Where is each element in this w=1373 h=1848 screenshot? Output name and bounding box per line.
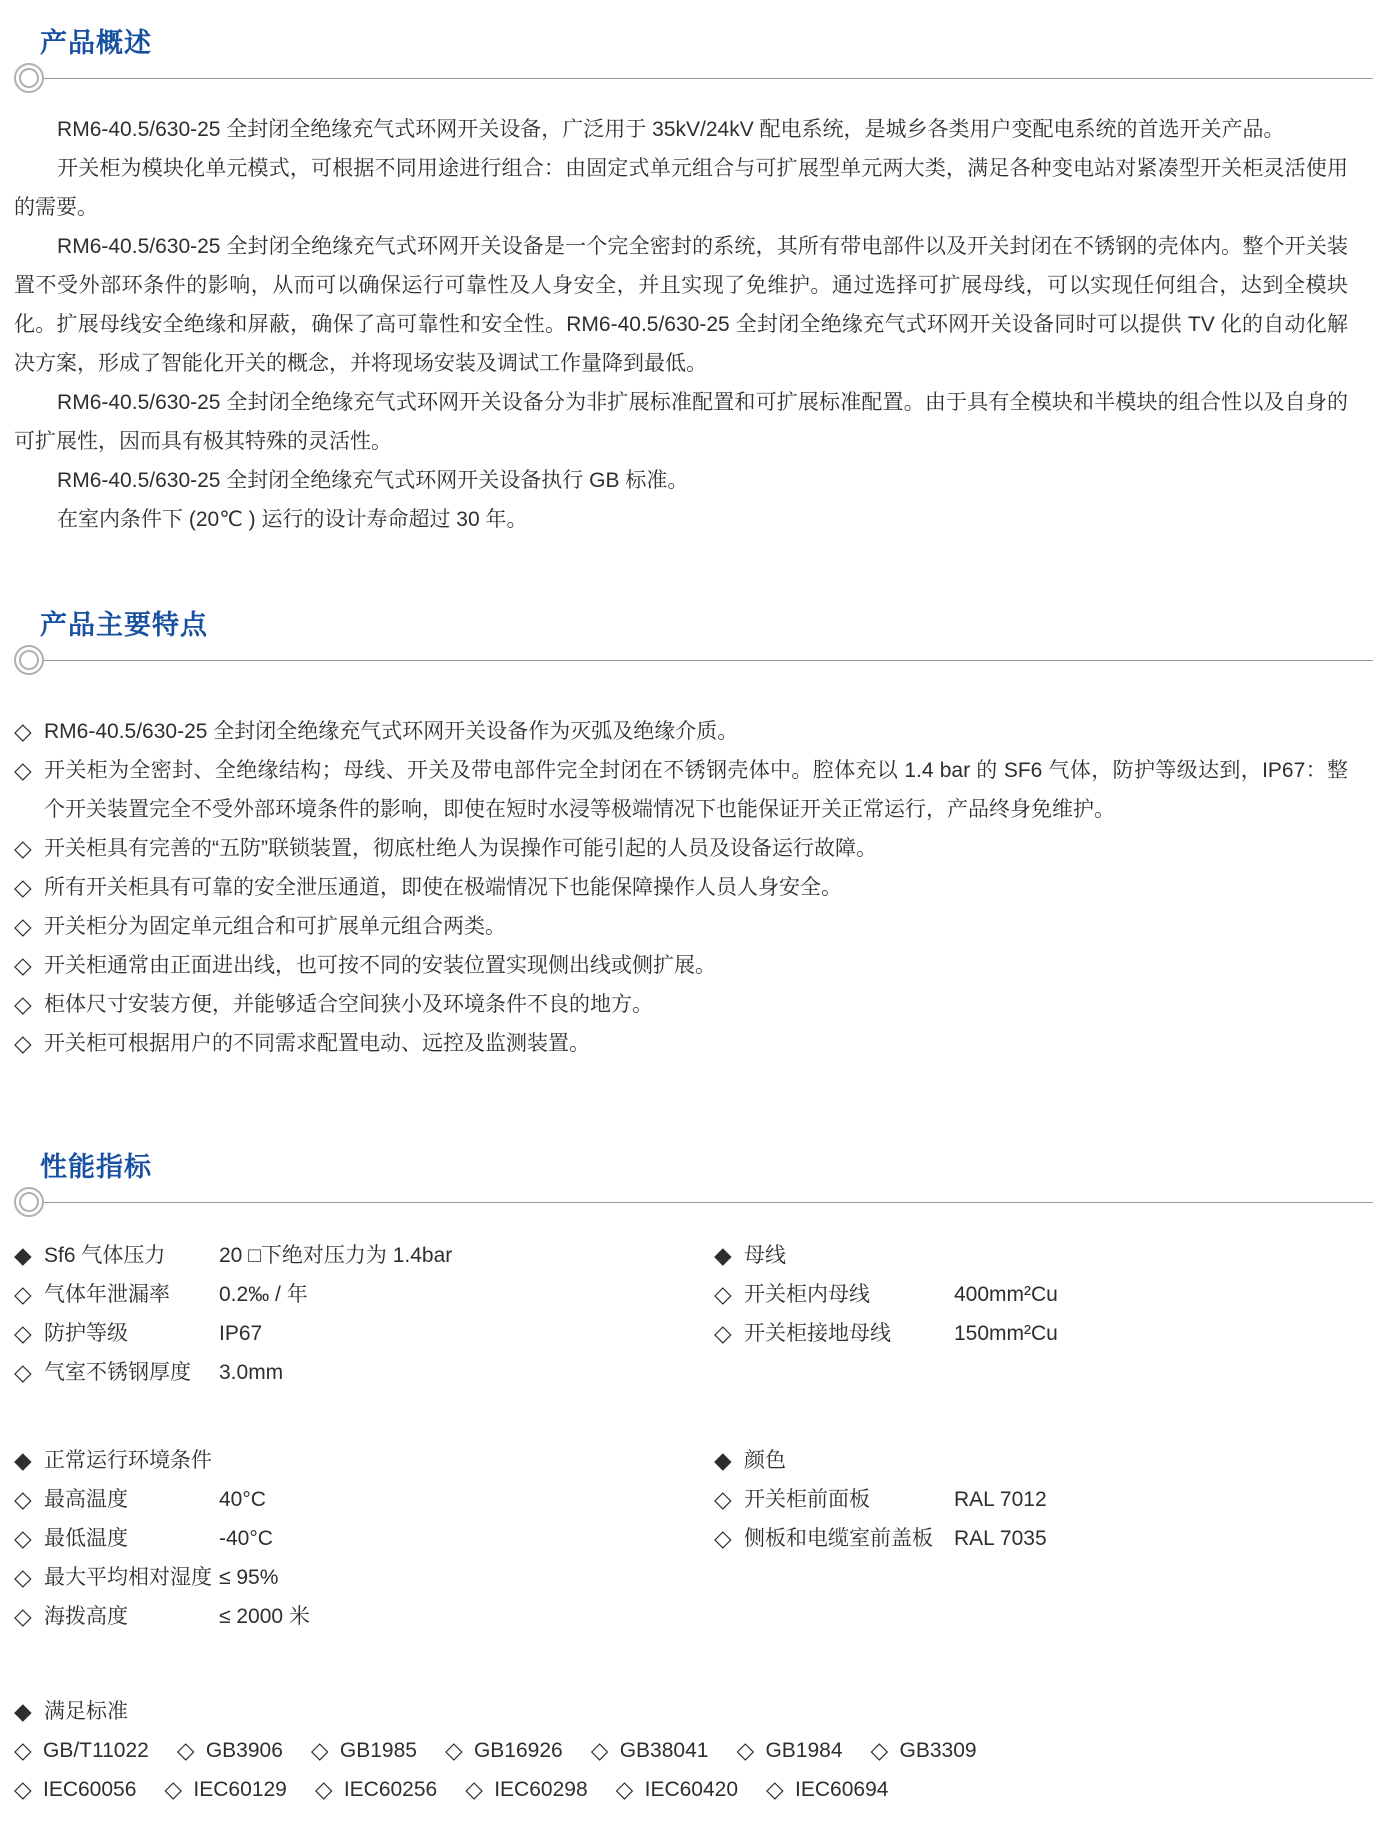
feature-item (14, 829, 1348, 868)
spec-column-right (714, 1236, 1348, 1392)
section-marker-inner-ring (19, 1192, 39, 1212)
hollow-diamond-icon: ◇ (14, 874, 32, 900)
standard-code: IEC60420 (644, 1778, 739, 1801)
standard-item (164, 1770, 286, 1809)
hollow-diamond-icon: ◇ (14, 991, 32, 1017)
spec-value: ≤ 95% (219, 1566, 279, 1589)
spec-value: 400mm²Cu (954, 1283, 1058, 1306)
spec-value: RAL 7035 (954, 1527, 1047, 1550)
standard-item (736, 1731, 842, 1770)
standard-code: GB1985 (339, 1739, 417, 1762)
hollow-diamond-icon: ◇ (714, 1525, 732, 1551)
feature-item (14, 1024, 1348, 1063)
spec-row (14, 1353, 714, 1392)
feature-item (14, 985, 1348, 1024)
section-title-features: 产品主要特点 (40, 610, 208, 640)
section-divider (14, 644, 1373, 676)
hollow-diamond-icon: ◇ (714, 1320, 732, 1346)
hollow-diamond-icon: ◇ (14, 952, 32, 978)
spec-group-heading (714, 1236, 1348, 1275)
spec-row (14, 1275, 714, 1314)
overview-body (14, 110, 1348, 539)
standard-item (14, 1770, 136, 1809)
section-product-overview (0, 26, 1373, 539)
section-title-specs: 性能指标 (40, 1152, 152, 1182)
spec-label: 最大平均相对湿度 (44, 1566, 212, 1589)
section-marker-inner-ring (19, 68, 39, 88)
overview-paragraph: RM6-40.5/630-25 全封闭全绝缘充气式环网开关设备，广泛用于 35kV/24kV 配电系统，是城乡各类用户变配电系统的首选开关产品。 (57, 118, 1285, 141)
spec-label: 海拨高度 (44, 1605, 128, 1628)
spec-row (714, 1275, 1348, 1314)
hollow-diamond-icon: ◇ (736, 1737, 755, 1763)
filled-diamond-icon: ◆ (14, 1242, 32, 1268)
standard-item (177, 1731, 283, 1770)
hollow-diamond-icon: ◇ (14, 835, 32, 861)
hollow-diamond-icon: ◇ (14, 757, 32, 783)
standard-code: GB3309 (899, 1739, 977, 1762)
section-marker-icon (14, 1187, 44, 1217)
hollow-diamond-icon: ◇ (14, 1486, 32, 1512)
divider-line (44, 660, 1373, 661)
standard-code: IEC60129 (193, 1778, 287, 1801)
hollow-diamond-icon: ◇ (314, 1776, 333, 1802)
hollow-diamond-icon: ◇ (14, 1603, 32, 1629)
standards-heading (14, 1692, 1348, 1731)
spec-label: 气室不锈钢厚度 (44, 1361, 191, 1384)
section-divider (14, 1186, 1373, 1218)
feature-item (14, 751, 1348, 829)
hollow-diamond-icon: ◇ (14, 1737, 32, 1763)
hollow-diamond-icon: ◇ (14, 1320, 32, 1346)
spec-value: -40°C (219, 1527, 273, 1550)
hollow-diamond-icon: ◇ (14, 1030, 32, 1056)
spec-label: 开关柜内母线 (744, 1283, 870, 1306)
section-marker-icon (14, 63, 44, 93)
spec-value: 20 □下绝对压力为 1.4bar (219, 1244, 453, 1267)
hollow-diamond-icon: ◇ (14, 1564, 32, 1590)
spec-row (714, 1519, 1348, 1558)
hollow-diamond-icon: ◇ (714, 1281, 732, 1307)
spec-group-heading (714, 1441, 1348, 1480)
overview-paragraph: RM6-40.5/630-25 全封闭全绝缘充气式环网开关设备执行 GB 标准。 (57, 469, 689, 492)
standard-code: GB/T11022 (43, 1739, 149, 1762)
spec-value: ≤ 2000 米 (219, 1605, 310, 1628)
feature-text: 柜体尺寸安装方便，并能够适合空间狭小及环境条件不良的地方。 (44, 993, 653, 1016)
spec-label: 最高温度 (44, 1488, 128, 1511)
spec-value: 0.2‰ / 年 (219, 1283, 308, 1306)
standard-item (465, 1770, 587, 1809)
feature-item (14, 946, 1348, 985)
standard-code: IEC60298 (494, 1778, 588, 1801)
spec-value: 150mm²Cu (954, 1322, 1058, 1345)
hollow-diamond-icon: ◇ (14, 1776, 32, 1802)
spec-row (714, 1314, 1348, 1353)
section-title-overview: 产品概述 (40, 28, 152, 58)
standard-code: GB16926 (473, 1739, 563, 1762)
spec-label: 母线 (744, 1244, 786, 1267)
spec-label: 气体年泄漏率 (44, 1283, 170, 1306)
spec-label: 开关柜接地母线 (744, 1322, 891, 1345)
hollow-diamond-icon: ◇ (14, 1359, 32, 1385)
standard-item (591, 1731, 709, 1770)
hollow-diamond-icon: ◇ (164, 1776, 183, 1802)
section-marker-inner-ring (19, 650, 39, 670)
standard-item (616, 1770, 738, 1809)
standard-code: IEC60056 (43, 1778, 137, 1801)
feature-item (14, 868, 1348, 907)
hollow-diamond-icon: ◇ (714, 1486, 732, 1512)
spec-label: 正常运行环境条件 (44, 1449, 212, 1472)
feature-text: 所有开关柜具有可靠的安全泄压通道，即使在极端情况下也能保障操作人员人身安全。 (44, 876, 842, 899)
standard-code: IEC60694 (795, 1778, 889, 1801)
spec-label: 侧板和电缆室前盖板 (744, 1527, 933, 1550)
spec-row (14, 1480, 714, 1519)
feature-text: 开关柜具有完善的“五防”联锁装置，彻底杜绝人为误操作可能引起的人员及设备运行故障。 (44, 837, 877, 860)
spec-label: 最低温度 (44, 1527, 128, 1550)
feature-item (14, 907, 1348, 946)
section-divider (14, 62, 1373, 94)
hollow-diamond-icon: ◇ (14, 718, 32, 744)
spec-group-heading (14, 1236, 714, 1275)
hollow-diamond-icon: ◇ (14, 1281, 32, 1307)
spec-column-left (14, 1236, 714, 1392)
feature-text: 开关柜分为固定单元组合和可扩展单元组合两类。 (44, 915, 506, 938)
hollow-diamond-icon: ◇ (465, 1776, 483, 1802)
feature-text: 开关柜为全密封、全绝缘结构；母线、开关及带电部件完全封闭在不锈钢壳体中。腔体充以 1.4 bar 的 SF6 气体，防护等级达到，IP67：整个开关装置完全不受外部环境条件的影响，即使在短时水浸等极端情况下也能保证开关正常运行，产品终身免维护。 (44, 759, 1348, 821)
filled-diamond-icon: ◆ (14, 1447, 32, 1473)
standard-item (14, 1731, 149, 1770)
hollow-diamond-icon: ◇ (870, 1737, 889, 1763)
spec-row (14, 1314, 714, 1353)
overview-paragraph: RM6-40.5/630-25 全封闭全绝缘充气式环网开关设备分为非扩展标准配置和可扩展标准配置。由于具有全模块和半模块的组合性以及自身的可扩展性，因而具有极其特殊的灵活性。 (14, 391, 1348, 453)
filled-diamond-icon: ◆ (714, 1447, 732, 1473)
feature-text: 开关柜可根据用户的不同需求配置电动、远控及监测装置。 (44, 1032, 590, 1055)
spec-group-heading (14, 1441, 714, 1480)
hollow-diamond-icon: ◇ (176, 1737, 195, 1763)
overview-paragraph: RM6-40.5/630-25 全封闭全绝缘充气式环网开关设备是一个完全密封的系统，其所有带电部件以及开关封闭在不锈钢的壳体内。整个开关装置不受外部环条件的影响，从而可以确保运行可靠性及人身安全，并且实现了免维护。通过选择可扩展母线，可以实现任何组合，达到全模块化。扩展母线安全绝缘和屏蔽，确保了高可靠性和安全性。RM6-40.5/630-25 全封闭全绝缘充气式环网开关设备同时可以提供 TV 化的自动化解决方案，形成了智能化开关的概念，并将现场安装及调试工作量降到最低。 (14, 235, 1348, 375)
spec-block-gas-busbar (14, 1236, 1348, 1392)
hollow-diamond-icon: ◇ (766, 1776, 784, 1802)
spec-column-left (14, 1441, 714, 1636)
spec-row (714, 1480, 1348, 1519)
spec-block-environment-color (14, 1441, 1348, 1636)
spec-value (954, 1441, 1348, 1480)
standard-code: GB3906 (205, 1739, 283, 1762)
feature-item (14, 712, 1348, 751)
spec-row (14, 1558, 714, 1597)
section-main-features (0, 608, 1373, 1063)
hollow-diamond-icon: ◇ (310, 1737, 329, 1763)
spec-value: RAL 7012 (954, 1488, 1047, 1511)
spec-value: IP67 (219, 1322, 263, 1345)
standard-code: GB1984 (765, 1739, 843, 1762)
hollow-diamond-icon: ◇ (444, 1737, 463, 1763)
standards-row-iec (14, 1770, 1348, 1809)
spec-value (954, 1236, 1348, 1275)
spec-row (14, 1597, 714, 1636)
feature-text: 开关柜通常由正面进出线，也可按不同的安装位置实现侧出线或侧扩展。 (44, 954, 716, 977)
spec-column-right (714, 1441, 1348, 1636)
standard-item (445, 1731, 563, 1770)
filled-diamond-icon: ◆ (714, 1242, 732, 1268)
standard-item (766, 1770, 888, 1809)
standard-item (315, 1770, 437, 1809)
hollow-diamond-icon: ◇ (615, 1776, 634, 1802)
spec-value: 40°C (219, 1488, 266, 1511)
spec-label: 颜色 (744, 1449, 786, 1472)
standard-item (871, 1731, 977, 1770)
standards-row-gb (14, 1731, 1348, 1770)
hollow-diamond-icon: ◇ (590, 1737, 609, 1763)
spec-label: Sf6 气体压力 (44, 1244, 166, 1267)
divider-line (44, 1202, 1373, 1203)
standard-code: IEC60256 (343, 1778, 438, 1801)
section-marker-icon (14, 645, 44, 675)
spec-value: 3.0mm (219, 1361, 284, 1384)
spec-label: 开关柜前面板 (744, 1488, 870, 1511)
standard-code: GB38041 (619, 1739, 709, 1762)
hollow-diamond-icon: ◇ (14, 1525, 32, 1551)
standards-block (14, 1692, 1348, 1809)
spec-value (219, 1441, 714, 1480)
overview-paragraph: 开关柜为模块化单元模式，可根据不同用途进行组合：由固定式单元组合与可扩展型单元两大类，满足各种变电站对紧凑型开关柜灵活使用的需要。 (14, 157, 1348, 219)
spec-row (14, 1519, 714, 1558)
hollow-diamond-icon: ◇ (14, 913, 32, 939)
feature-text: RM6-40.5/630-25 全封闭全绝缘充气式环网开关设备作为灭弧及绝缘介质。 (44, 720, 739, 743)
section-performance-specs (0, 1150, 1373, 1809)
standards-heading-label: 满足标准 (44, 1700, 128, 1723)
spec-label: 防护等级 (44, 1322, 128, 1345)
feature-list (14, 712, 1348, 1063)
overview-paragraph: 在室内条件下 (20℃ ) 运行的设计寿命超过 30 年。 (57, 508, 528, 531)
standard-item (311, 1731, 417, 1770)
filled-diamond-icon: ◆ (14, 1698, 32, 1724)
divider-line (44, 78, 1373, 79)
